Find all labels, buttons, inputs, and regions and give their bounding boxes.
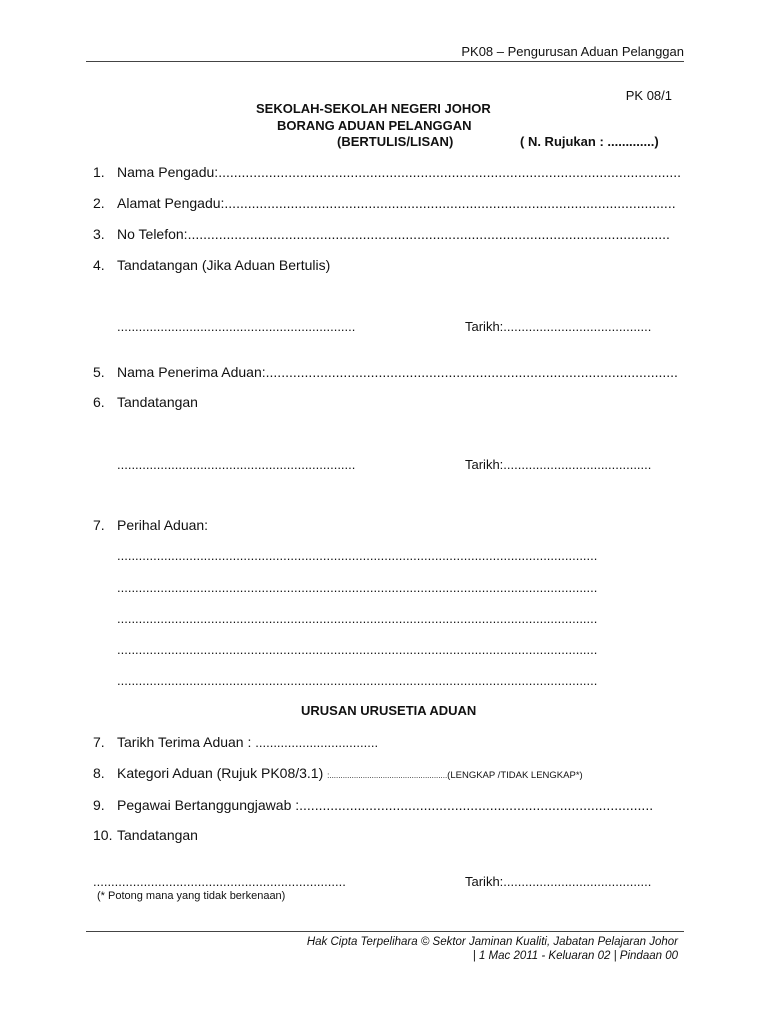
field-dots: .................................................................................................................... xyxy=(224,195,676,211)
date-dots: ......................................... xyxy=(503,457,652,472)
field-perihal-aduan xyxy=(93,517,208,533)
reference-number: ( N. Rujukan : .............) xyxy=(520,134,659,149)
field-number: 2. xyxy=(93,195,105,211)
field-label: Tandatangan xyxy=(117,394,198,410)
signature-line-3: ...................................................................... xyxy=(93,874,346,889)
field-alamat-pengadu xyxy=(93,195,676,211)
footnote: (* Potong mana yang tidak berkenaan) xyxy=(97,890,286,902)
field-tarikh-terima xyxy=(93,734,378,750)
field-number: 5. xyxy=(93,364,105,380)
date-dots: ......................................... xyxy=(503,319,652,334)
field-nama-pengadu xyxy=(93,164,681,180)
field-number: 7. xyxy=(93,734,105,750)
field-number: 1. xyxy=(93,164,105,180)
field-label: Tandatangan (Jika Aduan Bertulis) xyxy=(117,257,331,273)
document-header: PK08 – Pengurusan Aduan Pelanggan xyxy=(461,44,684,59)
perihal-line: ..................................................................................................................................... xyxy=(117,611,598,626)
field-number: 8. xyxy=(93,765,105,781)
field-dots: ........................................................................................... xyxy=(299,797,654,813)
field-dots: ............................................................................................................................ xyxy=(187,226,670,242)
field-label: Tandatangan xyxy=(117,827,198,843)
field-number: 9. xyxy=(93,797,105,813)
field-dots: .................................. xyxy=(255,735,379,750)
field-number: 10. xyxy=(93,827,113,843)
field-tandatangan-urusetia xyxy=(93,827,198,843)
field-nama-penerima xyxy=(93,364,678,380)
field-label: Kategori Aduan (Rujuk PK08/3.1) xyxy=(117,765,324,781)
kategori-status: (LENGKAP /TIDAK LENGKAP*) xyxy=(447,770,583,781)
footer-divider xyxy=(86,931,684,932)
signature-line-2: .................................................................. xyxy=(117,457,356,472)
perihal-line: ..................................................................................................................................... xyxy=(117,580,598,595)
field-label: Perihal Aduan: xyxy=(117,517,209,533)
field-label: Alamat Pengadu: xyxy=(117,195,225,211)
field-pegawai xyxy=(93,797,653,813)
field-label: Tarikh Terima Aduan : xyxy=(117,734,252,750)
field-number: 7. xyxy=(93,517,105,533)
perihal-line: ..................................................................................................................................... xyxy=(117,673,598,688)
signature-line-1: .................................................................. xyxy=(117,319,356,334)
title-line-1: SEKOLAH-SEKOLAH NEGERI JOHOR xyxy=(256,101,491,116)
field-label: Nama Pengadu: xyxy=(117,164,219,180)
form-code: PK 08/1 xyxy=(625,88,672,103)
field-tandatangan-penerima xyxy=(93,394,198,410)
section-title: URUSAN URUSETIA ADUAN xyxy=(301,703,477,718)
field-label: Nama Penerima Aduan: xyxy=(117,364,266,380)
field-dots: .......................................................................................................... xyxy=(265,364,678,380)
date-dots: ......................................... xyxy=(503,874,652,889)
date-label: Tarikh: xyxy=(465,457,504,472)
field-no-telefon xyxy=(93,226,670,242)
title-line-3: (BERTULIS/LISAN) xyxy=(337,134,454,149)
field-number: 6. xyxy=(93,394,105,410)
field-tandatangan-pengadu xyxy=(93,257,330,273)
footer-version: | 1 Mac 2011 - Keluaran 02 | Pindaan 00 xyxy=(472,950,678,962)
date-line-3 xyxy=(465,874,651,889)
field-kategori-aduan xyxy=(93,765,583,781)
field-label: No Telefon: xyxy=(117,226,188,242)
title-line-2: BORANG ADUAN PELANGGAN xyxy=(277,118,472,133)
field-dots: ....................................................................................................................... xyxy=(218,164,682,180)
date-label: Tarikh: xyxy=(465,319,504,334)
date-line-2 xyxy=(465,457,651,472)
perihal-line: ..................................................................................................................................... xyxy=(117,642,598,657)
perihal-line: ..................................................................................................................................... xyxy=(117,548,598,563)
header-divider xyxy=(86,61,684,62)
footer-copyright: Hak Cipta Terpelihara © Sektor Jaminan Kualiti, Jabatan Pelajaran Johor xyxy=(306,936,678,948)
date-line-1 xyxy=(465,319,651,334)
field-number: 4. xyxy=(93,257,105,273)
field-number: 3. xyxy=(93,226,105,242)
date-label: Tarikh: xyxy=(465,874,504,889)
field-label: Pegawai Bertanggungjawab : xyxy=(117,797,300,813)
field-dots: :..................................................... xyxy=(327,771,448,780)
